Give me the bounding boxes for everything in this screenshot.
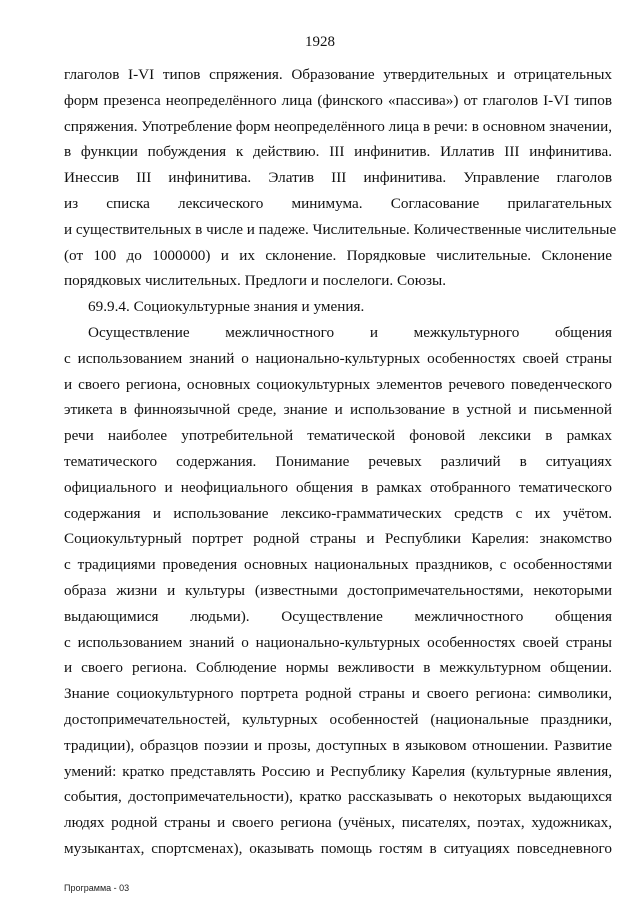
text-line: образа жизни и культуры (известными достопримечательностями, некоторыми [64,581,612,599]
text-line: Инессив III инфинитива. Элатив III инфинитива. Управление глаголов [64,169,612,187]
text-line: Осуществление межличностного и межкультурного общения [88,323,612,341]
text-line: с использованием знаний о национально-культурных особенностях своей страны [64,633,612,651]
text-line: и существительных в числе и падеже. Числительные. Количественные числительные [64,220,617,238]
text-line: (от 100 до 1000000) и их склонение. Порядковые числительные. Склонение [64,246,612,264]
text-line: с использованием знаний о национально-культурных особенностях своей страны [64,349,612,367]
text-line: содержания и использование лексико-грамматических средств с их учётом. [64,504,612,522]
text-line: выдающимися людьми). Осуществление межличностного общения [64,607,612,625]
text-line: музыкантах, спортсменах), оказывать помощь гостям в ситуациях повседневного [64,839,612,857]
text-line: официального и неофициального общения в рамках отобранного тематического [64,478,612,496]
text-line: достопримечательностей, культурных особенностей (национальные праздники, [64,710,612,728]
text-line: умений: кратко представлять Россию и Республику Карелия (культурные явления, [64,762,612,780]
text-line: глаголов I-VI типов спряжения. Образование утвердительных и отрицательных [64,66,612,83]
text-line: Знание социокультурного портрета родной страны и своего региона: символики, [64,685,612,703]
text-line: события, достопримечательности), кратко рассказывать о некоторых выдающихся [64,788,612,806]
text-line: в функции побуждения к действию. III инфинитив. Иллатив III инфинитива. [64,143,612,161]
text-line: из списка лексического минимума. Согласование прилагательных [64,194,612,212]
text-line: и своего региона. Соблюдение нормы вежливости в межкультурном общении. [64,659,612,677]
text-line: форм презенса неопределённого лица (финского «пассива») от глаголов I-VI типов [64,91,612,109]
text-line: тематического содержания. Понимание речевых различий в ситуациях [64,452,612,470]
section-heading: 69.9.4. Социокультурные знания и умения. [88,298,365,316]
text-line: этикета в финноязычной среде, знание и использование в устной и письменной [64,401,612,419]
text-line: спряжения. Употребление форм неопределённого лица в речи: в основном значении, [64,117,612,135]
text-line: и своего региона, основных социокультурных элементов речевого поведенческого [64,375,612,393]
page-number: 1928 [305,34,335,50]
text-line: традиции), образцов поэзии и прозы, доступных в языковом отношении. Развитие [64,736,612,754]
text-line: Социокультурный портрет родной страны и Республики Карелия: знакомство [64,530,612,548]
text-line: порядковых числительных. Предлоги и послелоги. Союзы. [64,272,447,290]
body-text [64,62,617,862]
footer-label: Программа - 03 [64,883,130,893]
text-line: людях родной страны и своего региона (учёных, писателях, поэтах, художниках, [64,814,612,832]
text-line: речи наиболее употребительной тематической фоновой лексики в рамках [64,427,612,445]
text-line: с традициями проведения основных национальных праздников, с особенностями [64,556,612,574]
